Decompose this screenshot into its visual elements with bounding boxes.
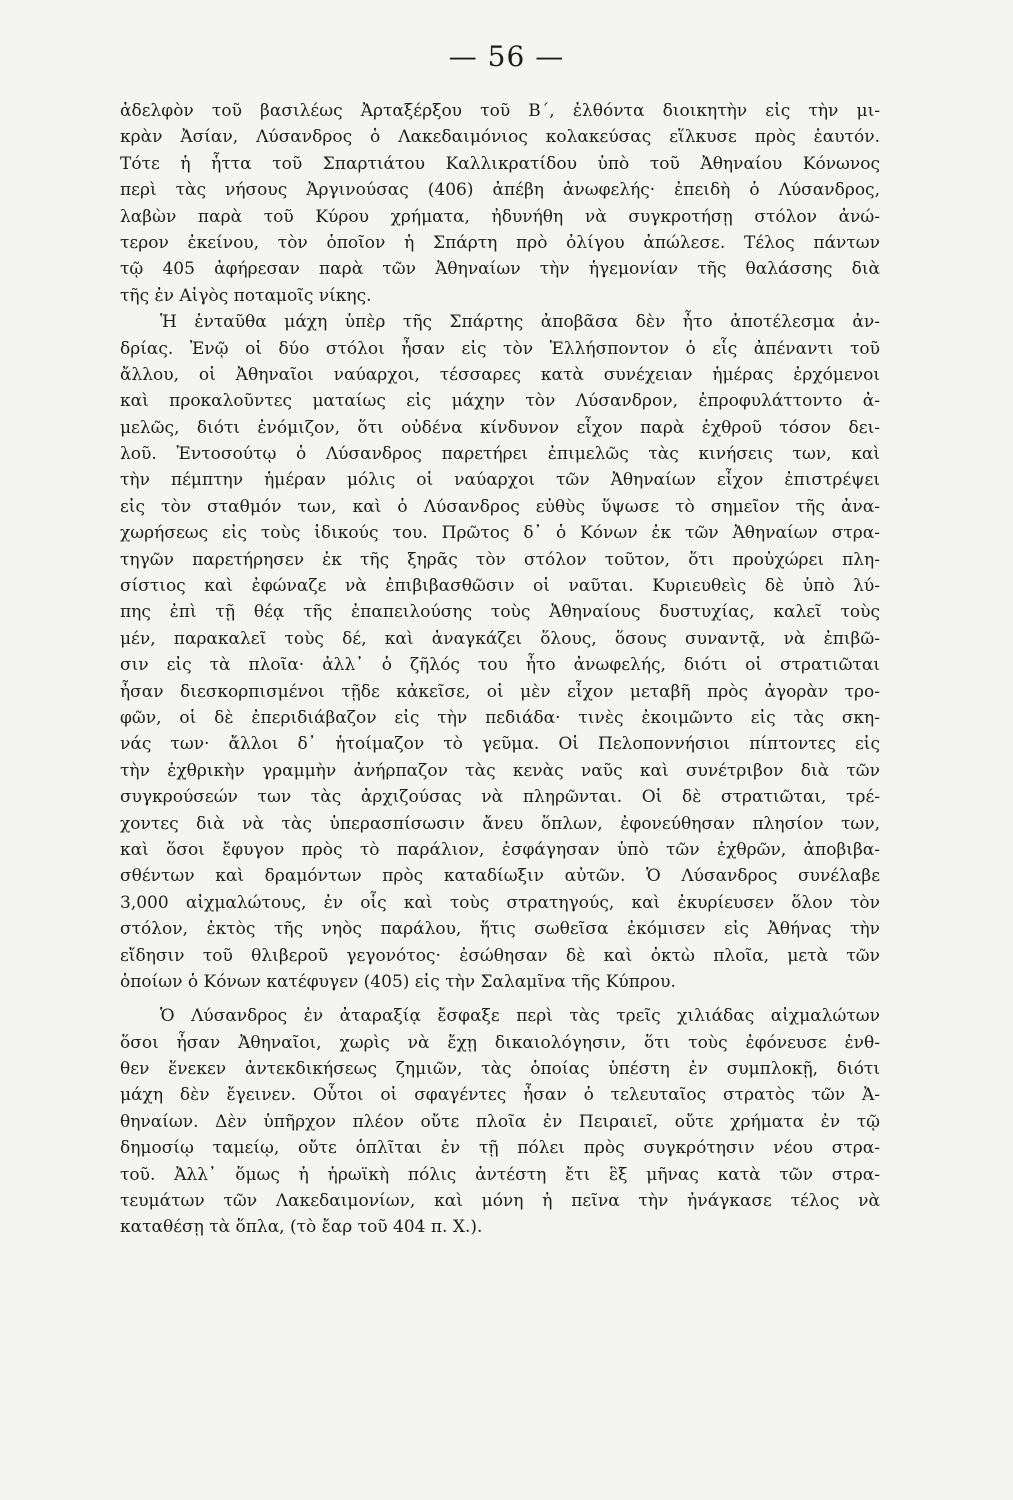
text-line: ἦσαν διεσκορπισμένοι τῇδε κἀκεῖσε, οἱ μὲν εἶχον μεταβῆ πρὸς ἀγορὰν τρο- xyxy=(120,681,880,702)
text-line: ὁποίων ὁ Κόνων κατέφυγεν (405) εἰς τὴν Σαλαμῖνα τῆς Κύπρου. xyxy=(120,971,676,992)
text-line: δημοσίῳ ταμείῳ, οὔτε ὁπλῖται ἐν τῇ πόλει πρὸς συγκρότησιν νέου στρα- xyxy=(120,1138,880,1159)
text-line: φῶν, οἱ δὲ ἐπεριδιάβαζον εἰς τὴν πεδιάδα· τινὲς ἐκοιμῶντο εἰς τὰς σκη- xyxy=(120,707,880,728)
text-line: δρίας. Ἐνῷ οἱ δύο στόλοι ἦσαν εἰς τὸν Ἑλλήσποντον ὁ εἷς ἀπέναντι τοῦ xyxy=(120,338,880,359)
paragraph xyxy=(120,309,880,995)
text-line: χωρήσεως εἰς τοὺς ἰδικούς του. Πρῶτος δ᾽ ὁ Κόνων ἐκ τῶν Ἀθηναίων στρα- xyxy=(120,523,880,544)
page-number: — 56 — xyxy=(448,40,565,73)
text-line: σθέντων καὶ δραμόντων πρὸς καταδίωξιν αὐτῶν. Ὁ Λύσανδρος συνέλαβε xyxy=(120,866,880,887)
text-line: εἰς τὸν σταθμόν των, καὶ ὁ Λύσανδρος εὐθὺς ὕψωσε τὸ σημεῖον τῆς ἀνα- xyxy=(120,496,880,517)
text-line: μελῶς, διότι ἐνόμιζον, ὅτι οὐδένα κίνδυνον εἶχον παρὰ ἐχθροῦ τόσον δει- xyxy=(120,417,880,438)
text-line: τὴν ἐχθρικὴν γραμμὴν ἀνήρπαζον τὰς κενὰς ναῦς καὶ συνέτριβον διὰ τῶν xyxy=(120,760,880,781)
text-line: 3,000 αἰχμαλώτους, ἐν οἷς καὶ τοὺς στρατηγούς, καὶ ἐκυρίευσεν ὅλον τὸν xyxy=(120,892,880,913)
text-line: περὶ τὰς νήσους Ἀργινούσας (406) ἀπέβη ἀνωφελής· ἐπειδὴ ὁ Λύσανδρος, xyxy=(120,180,880,201)
text-line: μάχη δὲν ἔγεινεν. Οὗτοι οἱ σφαγέντες ἦσαν ὁ τελευταῖος στρατὸς τῶν Ἀ- xyxy=(120,1085,880,1106)
paragraph-gap xyxy=(120,995,880,1003)
text-line: ὅσοι ἦσαν Ἀθηναῖοι, χωρὶς νὰ ἔχῃ δικαιολόγησιν, ὅτι τοὺς ἐφόνευσε ἐνθ- xyxy=(120,1032,880,1053)
text-line: καταθέσῃ τὰ ὅπλα, (τὸ ἔαρ τοῦ 404 π. Χ.). xyxy=(120,1217,483,1238)
text-line: νάς των· ἄλλοι δ᾽ ἡτοίμαζον τὸ γεῦμα. Οἱ Πελοποννήσιοι πίπτοντες εἰς xyxy=(120,734,880,755)
text-line: κρὰν Ἀσίαν, Λύσανδρος ὁ Λακεδαιμόνιος κολακεύσας εἵλκυσε πρὸς ἑαυτόν. xyxy=(120,127,880,148)
text-line: τερον ἐκείνου, τὸν ὁποῖον ἡ Σπάρτη πρὸ ὀλίγου ἀπώλεσε. Τέλος πάντων xyxy=(120,232,880,253)
text-line: τηγῶν παρετήρησεν ἐκ τῆς ξηρᾶς τὸν στόλον τοῦτον, ὅτι προὐχώρει πλη- xyxy=(120,549,880,570)
text-line: Τότε ἡ ἧττα τοῦ Σπαρτιάτου Καλλικρατίδου ὑπὸ τοῦ Ἀθηναίου Κόνωνος xyxy=(120,153,880,174)
paragraph xyxy=(120,98,880,309)
text-line: σιν εἰς τὰ πλοῖα· ἀλλ᾽ ὁ ζῆλός του ἦτο ἀνωφελής, διότι οἱ στρατιῶται xyxy=(120,655,880,676)
text-line: εἴδησιν τοῦ θλιβεροῦ γεγονότος· ἐσώθησαν δὲ καὶ ὀκτὼ πλοῖα, μετὰ τῶν xyxy=(120,945,880,966)
text-line: πης ἐπὶ τῇ θέᾳ τῆς ἐπαπειλούσης τοὺς Ἀθηναίους δυστυχίας, καλεῖ τοὺς xyxy=(120,602,880,623)
text-line: τοῦ. Ἀλλ᾽ ὅμως ἡ ἡρωϊκὴ πόλις ἀντέστη ἔτι ἓξ μῆνας κατὰ τῶν στρα- xyxy=(120,1164,880,1185)
text-line: θηναίων. Δὲν ὑπῆρχον πλέον οὔτε πλοῖα ἐν Πειραιεῖ, οὔτε χρήματα ἐν τῷ xyxy=(120,1111,880,1132)
text-line: ἄλλου, οἱ Ἀθηναῖοι ναύαρχοι, τέσσαρες κατὰ συνέχειαν ἡμέρας ἐρχόμενοι xyxy=(120,364,880,385)
text-line: θεν ἕνεκεν ἀντεκδικήσεως ζημιῶν, τὰς ὁποίας ὑπέστη ἐν συμπλοκῇ, διότι xyxy=(120,1059,880,1080)
text-line: μέν, παρακαλεῖ τοὺς δέ, καὶ ἀναγκάζει ὅλους, ὅσους συναντᾷ, νὰ ἐπιβῶ- xyxy=(120,628,880,649)
text-line: τευμάτων τῶν Λακεδαιμονίων, καὶ μόνη ἡ πεῖνα τὴν ἠνάγκασε τέλος νὰ xyxy=(120,1191,880,1212)
text-line: συγκρούσεών των τὰς ἀρχιζούσας νὰ πληρῶνται. Οἱ δὲ στρατιῶται, τρέ- xyxy=(120,787,880,808)
paragraph xyxy=(120,1003,880,1241)
text-line: στόλον, ἐκτὸς τῆς νηὸς παράλου, ἥτις σωθεῖσα ἐκόμισεν εἰς Ἀθήνας τὴν xyxy=(120,919,880,940)
text-line: Ἡ ἐνταῦθα μάχη ὑπὲρ τῆς Σπάρτης ἀποβᾶσα δὲν ἦτο ἀποτέλεσμα ἀν- xyxy=(160,312,880,333)
text-line: σίστιος καὶ ἐφώναζε νὰ ἐπιβιβασθῶσιν οἱ ναῦται. Κυριευθεὶς δὲ ὑπὸ λύ- xyxy=(120,576,880,597)
text-line: χοντες διὰ νὰ τὰς ὑπερασπίσωσιν ἄνευ ὅπλων, ἐφονεύθησαν πλησίον των, xyxy=(120,813,880,834)
text-line: λαβὼν παρὰ τοῦ Κύρου χρήματα, ἠδυνήθη νὰ συγκροτήσῃ στόλον ἀνώ- xyxy=(120,206,880,227)
text-line: καὶ ὅσοι ἔφυγον πρὸς τὸ παράλιον, ἐσφάγησαν ὑπὸ τῶν ἐχθρῶν, ἀποβιβα- xyxy=(120,839,880,860)
text-line: τὴν πέμπτην ἡμέραν μόλις οἱ ναύαρχοι τῶν Ἀθηναίων εἶχον ἐπιστρέψει xyxy=(120,470,880,491)
text-line: ἀδελφὸν τοῦ βασιλέως Ἀρταξέρξου τοῦ Β΄, ἐλθόντα διοικητὴν εἰς τὴν μι- xyxy=(120,101,880,121)
text-line: τῷ 405 ἀφήρεσαν παρὰ τῶν Ἀθηναίων τὴν ἡγεμονίαν τῆς θαλάσσης διὰ xyxy=(120,259,880,280)
text-line: Ὁ Λύσανδρος ἐν ἀταραξίᾳ ἔσφαξε περὶ τὰς τρεῖς χιλιάδας αἰχμαλώτων xyxy=(160,1006,880,1027)
text-line: τῆς ἐν Αἰγὸς ποταμοῖς νίκης. xyxy=(120,285,372,306)
body-text xyxy=(120,98,880,1241)
text-line: λοῦ. Ἐντοσούτῳ ὁ Λύσανδρος παρετήρει ἐπιμελῶς τὰς κινήσεις των, καὶ xyxy=(120,444,880,465)
text-line: καὶ προκαλοῦντες ματαίως εἰς μάχην τὸν Λύσανδρον, ἐπροφυλάττοντο ἀ- xyxy=(120,391,880,412)
